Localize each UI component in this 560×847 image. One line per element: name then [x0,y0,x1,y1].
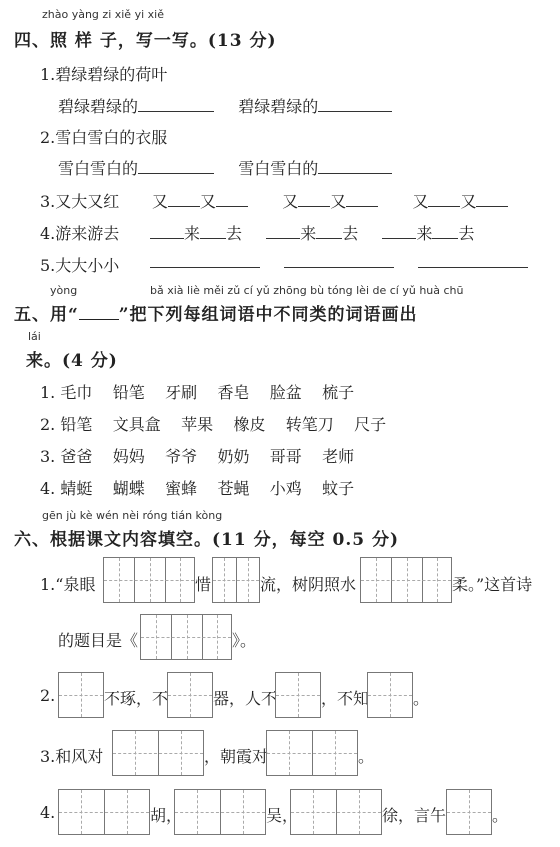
s6-q2-text3: ，不知 [321,689,370,708]
grid-box-3[interactable] [103,557,195,603]
section5-pinyin: bǎ xià liè měi zǔ cí yǔ zhōng bù tóng lèi de cí yǔ huà chū [150,284,464,297]
word[interactable]: 妈妈 [112,447,145,466]
s6-q3-text3: 。 [358,747,375,766]
grid-box-2[interactable] [174,789,266,835]
grid-box-1[interactable] [58,672,104,718]
s6-q2-num: 2. [40,686,56,705]
s4-item2-answer: 雪白雪白的 雪白雪白的 [58,156,392,179]
section6-title: 六、根据课文内容填空。(11 分，每空 0.5 分) [14,530,400,550]
s6-q4-text3: 徐，言午 [382,806,447,825]
word[interactable]: 蚊子 [322,479,355,498]
word[interactable]: 香皂 [217,383,250,402]
grid-box-2[interactable] [266,730,358,776]
answer-blank[interactable] [432,224,458,239]
s6-q3-label: 3.和风对 [40,747,104,766]
s6-q1b-text1: 的题目是《 [58,631,139,650]
answer-blank[interactable] [298,192,330,207]
word[interactable]: 蜻蜓 [60,479,93,498]
word[interactable]: 苹果 [181,415,214,434]
s6-q2-text2: 器，人不 [213,689,278,708]
answer-blank[interactable] [168,192,200,207]
answer-blank[interactable] [318,159,392,174]
section5-pinyin-yong: yòng [50,284,78,297]
answer-blank[interactable] [138,97,214,112]
word[interactable]: 蝴蝶 [112,479,145,498]
s6-q4-text1: 胡， [150,806,183,825]
s4-item5: 5.大大小小 [40,256,120,275]
answer-blank[interactable] [200,224,226,239]
s4-item4-blanks: 来 去 来 去 来 去 [150,221,474,244]
word[interactable]: 老师 [322,447,355,466]
word[interactable]: 梳子 [322,383,355,402]
grid-box-1[interactable] [367,672,413,718]
underline-symbol [79,305,119,320]
answer-blank[interactable] [476,192,508,207]
word[interactable]: 转笔刀 [285,415,334,434]
s6-q2-text4: 。 [413,689,430,708]
s6-q1-text2: 惜 [195,575,212,594]
section5-title: 五、用“ ”把下列每组词语中不同类的词语画出 [14,305,418,325]
answer-blank[interactable] [318,97,392,112]
s4-item5-blanks [150,253,528,272]
s4-item4: 4.游来游去 [40,224,120,243]
s6-q1b-text2: 》。 [232,631,257,650]
word[interactable]: 爷爷 [165,447,198,466]
word[interactable]: 苍蝇 [217,479,250,498]
answer-blank[interactable] [266,224,300,239]
section4-pinyin: zhào yàng zi xiě yi xiě [42,8,164,21]
answer-blank[interactable] [150,253,260,268]
word[interactable]: 蜜蜂 [165,479,198,498]
word[interactable]: 爸爸 [60,447,93,466]
answer-blank[interactable] [428,192,460,207]
s4-item1-answer: 碧绿碧绿的 碧绿碧绿的 [58,94,392,117]
word[interactable]: 铅笔 [60,415,93,434]
word[interactable]: 小鸡 [269,479,302,498]
s4-item1: 1.碧绿碧绿的荷叶 [40,65,168,84]
s6-q2-text1: 不琢，不 [104,689,169,708]
s5-row4: 4. 蜻蜓 蝴蝶 蜜蜂 苍蝇 小鸡 蚊子 [40,479,355,498]
s4-item2: 2.雪白雪白的衣服 [40,128,168,147]
section5-title-cont: 来。(4 分) [26,351,118,371]
grid-box-2[interactable] [58,789,150,835]
grid-box-2[interactable] [112,730,204,776]
answer-blank[interactable] [418,253,528,268]
answer-blank[interactable] [382,224,416,239]
answer-blank[interactable] [284,253,394,268]
grid-box-1[interactable] [446,789,492,835]
section5-pinyin-lai: lái [28,330,41,343]
s4-item3: 3.又大又红 [40,192,120,211]
s6-q1-text4: 柔。”这首诗 [452,575,533,594]
s6-q1-label: 1.“泉眼 [40,575,96,594]
grid-box-2[interactable] [212,557,260,603]
word[interactable]: 文具盒 [112,415,161,434]
answer-blank[interactable] [138,159,214,174]
s5-row2: 2. 铅笔 文具盒 苹果 橡皮 转笔刀 尺子 [40,415,387,434]
s6-q1-text3: 流，树阴照水 [260,575,357,594]
s5-row3: 3. 爸爸 妈妈 爷爷 奶奶 哥哥 老师 [40,447,355,466]
s4-item3-blanks: 又 又 又 又 又 又 [152,189,508,212]
answer-blank[interactable] [150,224,184,239]
answer-blank[interactable] [316,224,342,239]
word[interactable]: 哥哥 [269,447,302,466]
word[interactable]: 脸盆 [269,383,302,402]
answer-blank[interactable] [346,192,378,207]
word[interactable]: 牙刷 [165,383,198,402]
word[interactable]: 尺子 [354,415,387,434]
word[interactable]: 铅笔 [112,383,145,402]
word[interactable]: 毛巾 [60,383,93,402]
s6-q4-num: 4. [40,803,56,822]
s6-q3-text2: ，朝霞对 [204,747,269,766]
word[interactable]: 奶奶 [217,447,250,466]
grid-box-1[interactable] [167,672,213,718]
word[interactable]: 橡皮 [233,415,266,434]
grid-box-3[interactable] [140,614,232,660]
s5-row1: 1. 毛巾 铅笔 牙刷 香皂 脸盆 梳子 [40,383,355,402]
answer-blank[interactable] [216,192,248,207]
section6-pinyin: gēn jù kè wén nèi róng tián kòng [42,509,223,522]
grid-box-3[interactable] [360,557,452,603]
grid-box-1[interactable] [275,672,321,718]
grid-box-2[interactable] [290,789,382,835]
s6-q4-text4: 。 [492,806,509,825]
s6-q4-text2: 吴， [266,806,299,825]
section4-title: 四、照 样 子，写一写。(13 分) [14,31,277,51]
